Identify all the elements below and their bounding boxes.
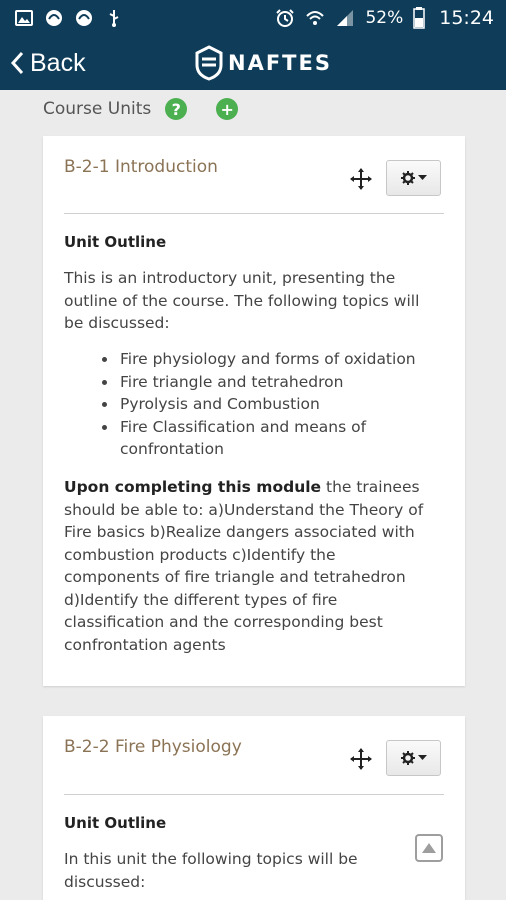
main-content [0, 90, 506, 900]
brand-logo [194, 42, 332, 84]
app-icon [74, 8, 94, 28]
status-bar [0, 0, 506, 36]
back-button[interactable] [10, 42, 86, 84]
learning-outcomes [64, 476, 429, 656]
unit-outline-heading: Unit Outline [64, 233, 167, 251]
triangle-up-icon [422, 843, 436, 853]
outcome-lead: Upon completing this module [64, 478, 322, 496]
outcome-text: the trainees should be able to: a)Understand the Theory of Fire basics b)Realize dangers associated with combustion products c)Identify the components of fire triangle and tetrahedron d)Identify the different types of fire classification and the corresponding best confrontation agents [64, 478, 424, 654]
add-unit-button[interactable]: + [216, 98, 238, 120]
unit-outline-heading: Unit Outline [64, 814, 167, 832]
back-label: Back [30, 48, 86, 77]
section-title: Course Units [43, 99, 152, 119]
nav-bar [0, 36, 506, 90]
caret-down-icon [418, 755, 427, 761]
unit-title: B-2-2 Fire Physiology [64, 737, 242, 757]
unit-intro: In this unit the following topics will be discussed: [64, 850, 358, 891]
gear-icon [401, 171, 415, 185]
clock: 15:24 [439, 7, 494, 29]
topic-item: Fire Classification and means of confrontation [64, 416, 434, 461]
topic-item: Pyrolysis and Combustion [64, 393, 434, 416]
usb-icon [104, 8, 124, 28]
unit-intro: This is an introductory unit, presenting the outline of the course. The following topics will be discussed: [64, 269, 420, 332]
topic-item: Fire triangle and tetrahedron [64, 371, 434, 394]
chevron-left-icon [10, 51, 24, 75]
app-icon [44, 8, 64, 28]
alarm-icon [275, 8, 295, 28]
shield-logo-icon [194, 45, 224, 81]
unit-card [43, 716, 465, 900]
battery-percent: 52% [365, 8, 404, 28]
unit-settings-button[interactable] [386, 160, 441, 196]
battery-icon [413, 7, 425, 29]
divider [64, 213, 444, 214]
move-icon[interactable] [349, 167, 373, 191]
gear-icon [401, 751, 415, 765]
brand-name: NAFTES [228, 51, 332, 75]
unit-title: B-2-1 Introduction [64, 157, 218, 177]
scroll-top-button[interactable] [415, 834, 443, 862]
signal-icon [335, 8, 355, 28]
caret-down-icon [418, 175, 427, 181]
section-header [43, 98, 238, 120]
divider [64, 794, 444, 795]
image-icon [14, 8, 34, 28]
help-icon[interactable]: ? [165, 98, 187, 120]
unit-card [43, 136, 465, 686]
wifi-icon [305, 8, 325, 28]
unit-settings-button[interactable] [386, 740, 441, 776]
move-icon[interactable] [349, 747, 373, 771]
topic-item: Fire physiology and forms of oxidation [64, 348, 434, 371]
topic-list [64, 348, 434, 461]
